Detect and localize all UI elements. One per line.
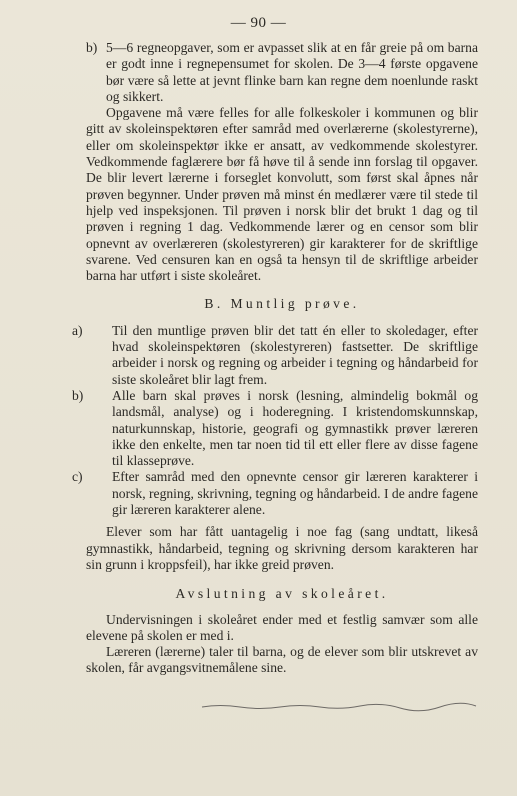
list-text: Alle barn skal prøves i norsk (lesning, almindelig bokmål og landsmål, analyse) og i hoderegning. I kristendomskunnskap, naturkunnskap, historie, geografi og gymnastikk prøver læreren ikke den enkelte, men tar noen tid til ett eller flere av disse fagene til klasseprøve. xyxy=(112,387,478,469)
section-heading-muntlig: B. Muntlig prøve. xyxy=(204,296,360,312)
paragraph-elever: Elever som har fått uantagelig i noe fag (sang undtatt, likeså gymnastikk, håndarbeid, tegning og skrivning dersom karakteren har sin grunn i kroppsfeil), har ikke greid prøven. xyxy=(86,524,478,572)
list-label: c) xyxy=(72,469,83,485)
page-number: — 90 — xyxy=(230,15,287,31)
list-label: b) xyxy=(72,387,84,403)
list-label: a) xyxy=(72,322,83,338)
list-label: b) xyxy=(86,40,98,55)
list-item-c xyxy=(72,469,478,518)
list-text: Til den muntlige prøven blir det tatt én eller to skoledager, efter hvad skoleinspektøren (skolestyreren) fastsetter. De skriftlige arbeider i norsk og regning og arbeider i tegning og håndarbeid for siste skoleåret blir lagt frem. xyxy=(112,322,478,387)
list-text: Efter samråd med den opnevnte censor gir læreren karakterer i norsk, regning, skrivning, tegning og håndarbeid. I de andre fagene gir læreren karakterer alene. xyxy=(112,469,478,518)
handwritten-underline xyxy=(200,702,480,712)
list-text: 5—6 regneopgaver, som er avpasset slik at en får greie på om barna er godt inne i regnepensumet for skolen. De 3—4 første opgavene bør være så lette at jevnt flinke barn kan regne dem noenlunde raskt og sikkert. xyxy=(106,40,478,104)
list-item-a xyxy=(72,322,478,388)
list-item-b xyxy=(72,387,478,469)
paragraph-undervisningen: Undervisningen i skoleåret ender med et festlig samvær som alle elevene på skolen er med i. xyxy=(86,611,478,643)
paragraph-opgavene: Opgavene må være felles for alle folkeskoler i kommunen og blir gitt av skoleinspektøren efter samråd med overlærerne (skolestyrerne), eller om skoleinspektør ikke er ansatt, av vedkommende skolestyrer. Vedkommende faglærere bør få høve til å sende inn forslag til opgaver. De blir levert lærerne i forseglet konvolutt, som først skal åpnes når prøven begynner. Under prøven må minst én medlærer være til stede til hjelp ved inspeksjonen. Til prøven i norsk blir det brukt 1 dag og til prøven i regning 1 dag. Vedkommende lærer og en censor som blir opnevnt av overlæreren (skolestyreren) gir karakterer for de skriftlige svarene. Ved censuren kan en også ta hensyn til de skriftlige arbeider barna har utført i siste skoleåret. xyxy=(86,105,478,284)
page-body xyxy=(72,40,478,677)
paragraph-laereren: Læreren (lærerne) taler til barna, og de elever som blir utskrevet av skolen, får avgangsvitnemålene sine. xyxy=(86,644,478,676)
list-item-b-intro xyxy=(86,40,478,105)
section-heading-avslutning: Avslutning av skoleåret. xyxy=(175,586,389,602)
